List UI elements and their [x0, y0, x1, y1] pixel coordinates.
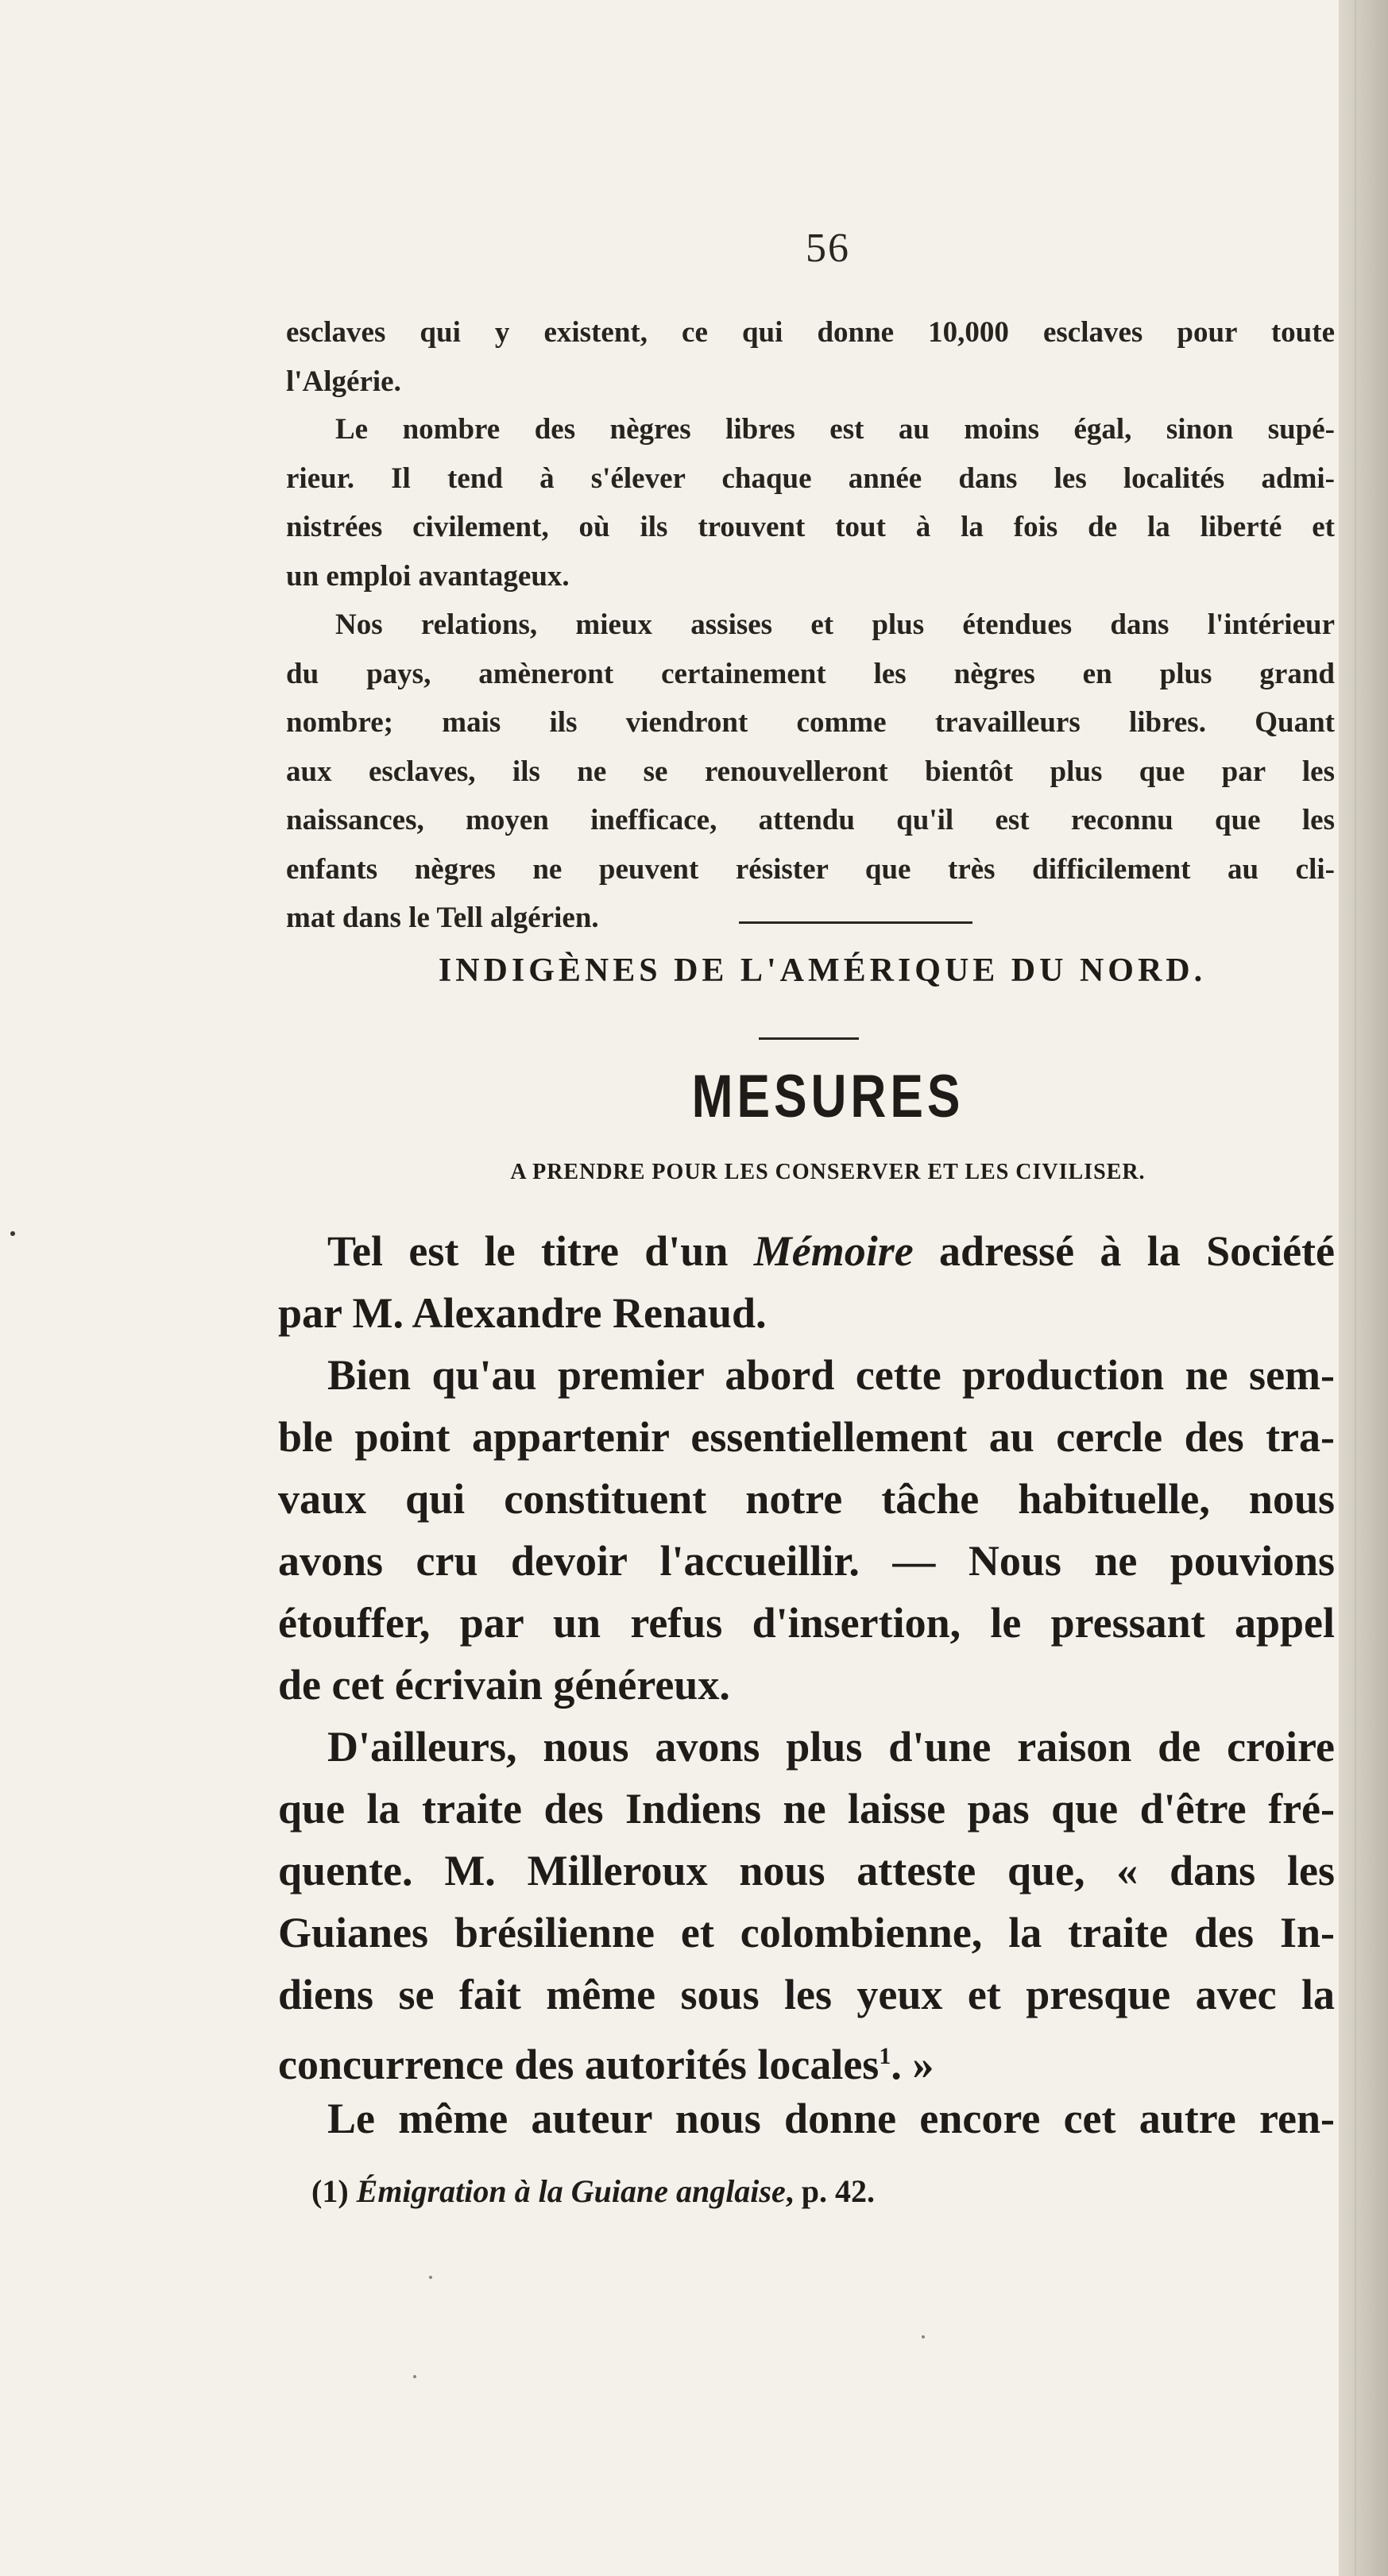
text-line: de cet écrivain généreux.: [278, 1661, 730, 1709]
title-divider: [759, 1037, 859, 1040]
paragraph-memoire: [278, 1220, 1335, 1344]
memoire-italic: Mémoire: [753, 1227, 914, 1275]
text-line: que la traite des Indiens ne laisse pas que d'être fré-: [278, 1785, 1335, 1833]
margin-mark: [10, 1231, 15, 1236]
text-line: Le même auteur nous donne encore cet autre ren-: [327, 2095, 1335, 2142]
text-line: du pays, amèneront certainement les nègres en plus grand: [286, 657, 1335, 690]
footnote-page: , p. 42.: [785, 2173, 875, 2209]
text-line: par M. Alexandre Renaud.: [278, 1289, 767, 1337]
footnote: [311, 2172, 1265, 2210]
text-line: ble point appartenir essentiellement au cercle des tra-: [278, 1413, 1335, 1461]
text-line: vaux qui constituent notre tâche habituelle, nous: [278, 1475, 1335, 1523]
text-line: concurrence des autorités locales$^1$. »: [278, 2041, 934, 2088]
text-line: avons cru devoir l'accueillir. — Nous ne pouvions: [278, 1537, 1335, 1585]
text-line: naissances, moyen inefficace, attendu qu'il est reconnu que les: [286, 804, 1335, 836]
text-line: nombre; mais ils viendront comme travailleurs libres. Quant: [286, 706, 1335, 739]
text-line: aux esclaves, ils ne se renouvelleront bientôt plus que par les: [286, 755, 1335, 788]
section-title: INDIGÈNES DE L'AMÉRIQUE DU NORD.: [438, 952, 1207, 989]
text-line: esclaves qui y existent, ce qui donne 10,000 esclaves pour toute: [286, 316, 1335, 349]
paragraph-autre: [278, 2087, 1335, 2149]
paragraph-production: [278, 1344, 1335, 1716]
text-line: un emploi avantageux.: [286, 559, 570, 593]
paragraph-algerie: [286, 308, 1335, 406]
text-line: quente. M. Milleroux nous atteste que, « dans les: [278, 1847, 1335, 1894]
paragraph-traite: [278, 1716, 1335, 2087]
section-divider: [739, 921, 972, 924]
paper-speck: [922, 2335, 925, 2338]
text-line: diens se fait même sous les yeux et presque avec la: [278, 1971, 1335, 2018]
text-line: Le nombre des nègres libres est au moins égal, sinon supé-: [335, 413, 1335, 446]
paper-speck: [413, 2375, 416, 2378]
page-edge-line: [1355, 0, 1356, 2576]
text-line: nistrées civilement, où ils trouvent tout à la fois de la liberté et: [286, 511, 1335, 543]
footnote-number: (1): [311, 2173, 349, 2209]
text-line: mat dans le Tell algérien.: [286, 902, 599, 934]
text-line: D'ailleurs, nous avons plus d'une raison de croire: [327, 1723, 1335, 1771]
paper-speck: [429, 2276, 432, 2279]
footnote-reference: 1: [879, 2043, 891, 2069]
text-line: rieur. Il tend à s'élever chaque année dans les localités admi-: [286, 462, 1335, 495]
subtitle: A PRENDRE POUR LES CONSERVER ET LES CIVILISER.: [510, 1160, 1146, 1184]
text-line: étouffer, par un refus d'insertion, le pressant appel: [278, 1599, 1335, 1647]
text-line: Bien qu'au premier abord cette production ne sem-: [327, 1351, 1335, 1399]
main-title: MESURES: [691, 1063, 965, 1130]
paragraph-negres-libres: [286, 405, 1335, 601]
text-line: Tel est le titre d'un Mémoire adressé à la Société: [327, 1227, 1335, 1275]
text-line: Guianes brésilienne et colombienne, la traite des In-: [278, 1909, 1335, 1956]
text-line: Nos relations, mieux assises et plus étendues dans l'intérieur: [335, 608, 1335, 641]
page-edge-shadow: [1339, 0, 1388, 2576]
footnote-title: Émigration à la Guiane anglaise: [356, 2173, 786, 2209]
paragraph-relations: [286, 601, 1335, 943]
text-line: l'Algérie.: [286, 365, 401, 398]
text-line: enfants nègres ne peuvent résister que très difficilement au cli-: [286, 852, 1335, 886]
page-number: 56: [806, 226, 850, 271]
